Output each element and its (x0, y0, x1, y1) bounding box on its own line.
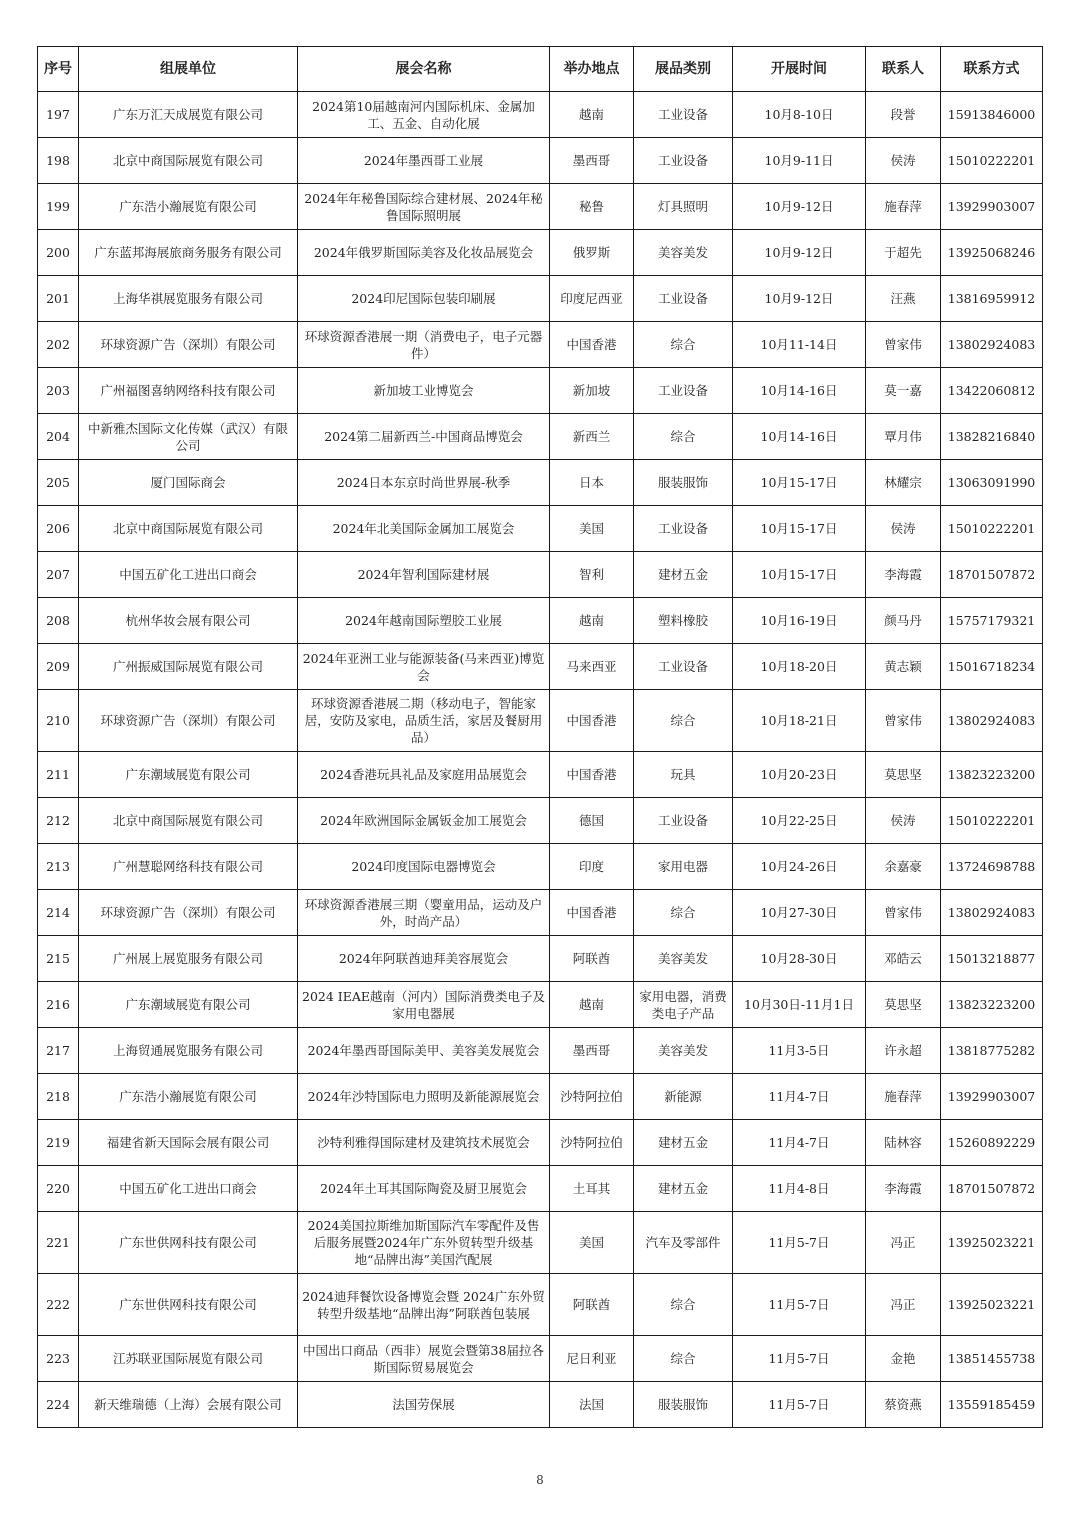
cell-category: 综合 (634, 890, 733, 936)
header-phone: 联系方式 (941, 47, 1043, 92)
cell-location: 法国 (550, 1382, 634, 1428)
cell-organizer: 北京中商国际展览有限公司 (79, 798, 298, 844)
table-row (38, 1274, 1043, 1336)
cell-organizer: 北京中商国际展览有限公司 (79, 506, 298, 552)
cell-phone: 15757179321 (941, 598, 1043, 644)
cell-contact-person: 余嘉豪 (866, 844, 941, 890)
cell-organizer: 广州慧聪网络科技有限公司 (79, 844, 298, 890)
cell-phone: 13724698788 (941, 844, 1043, 890)
cell-index: 201 (38, 276, 79, 322)
cell-phone: 13828216840 (941, 414, 1043, 460)
table-header-row (38, 47, 1043, 92)
cell-index: 222 (38, 1274, 79, 1336)
cell-date: 10月28-30日 (733, 936, 866, 982)
cell-location: 中国香港 (550, 322, 634, 368)
cell-index: 213 (38, 844, 79, 890)
cell-location: 沙特阿拉伯 (550, 1074, 634, 1120)
cell-location: 印度 (550, 844, 634, 890)
cell-exhibition-name: 2024年亚洲工业与能源装备(马来西亚)博览会 (298, 644, 550, 690)
cell-organizer: 中国五矿化工进出口商会 (79, 1166, 298, 1212)
cell-organizer: 广东浩小瀚展览有限公司 (79, 184, 298, 230)
cell-category: 汽车及零部件 (634, 1212, 733, 1274)
cell-organizer: 广东浩小瀚展览有限公司 (79, 1074, 298, 1120)
cell-phone: 13925023221 (941, 1212, 1043, 1274)
cell-exhibition-name: 2024年越南国际塑胶工业展 (298, 598, 550, 644)
table-row (38, 506, 1043, 552)
cell-index: 211 (38, 752, 79, 798)
cell-exhibition-name: 2024年墨西哥工业展 (298, 138, 550, 184)
cell-contact-person: 段誉 (866, 92, 941, 138)
cell-category: 综合 (634, 1274, 733, 1336)
cell-contact-person: 侯涛 (866, 798, 941, 844)
cell-location: 中国香港 (550, 690, 634, 752)
cell-index: 218 (38, 1074, 79, 1120)
cell-location: 印度尼西亚 (550, 276, 634, 322)
cell-index: 205 (38, 460, 79, 506)
cell-phone: 15016718234 (941, 644, 1043, 690)
cell-category: 塑料橡胶 (634, 598, 733, 644)
cell-date: 10月15-17日 (733, 460, 866, 506)
cell-location: 墨西哥 (550, 1028, 634, 1074)
cell-category: 建材五金 (634, 552, 733, 598)
table-row (38, 598, 1043, 644)
cell-organizer: 广东蓝邦海展旅商务服务有限公司 (79, 230, 298, 276)
page-number: 8 (536, 1473, 544, 1487)
table-row (38, 138, 1043, 184)
cell-organizer: 广东潮域展览有限公司 (79, 752, 298, 798)
table-row (38, 552, 1043, 598)
cell-date: 10月9-12日 (733, 184, 866, 230)
cell-category: 工业设备 (634, 138, 733, 184)
cell-contact-person: 侯涛 (866, 138, 941, 184)
cell-date: 10月16-19日 (733, 598, 866, 644)
cell-organizer: 广州展上展览服务有限公司 (79, 936, 298, 982)
header-exhibition-name: 展会名称 (298, 47, 550, 92)
cell-phone: 13816959912 (941, 276, 1043, 322)
cell-organizer: 厦门国际商会 (79, 460, 298, 506)
cell-exhibition-name: 2024年阿联酋迪拜美容展览会 (298, 936, 550, 982)
cell-location: 马来西亚 (550, 644, 634, 690)
cell-date: 10月9-12日 (733, 276, 866, 322)
cell-index: 199 (38, 184, 79, 230)
cell-exhibition-name: 2024年欧洲国际金属钣金加工展览会 (298, 798, 550, 844)
cell-phone: 15013218877 (941, 936, 1043, 982)
cell-location: 秘鲁 (550, 184, 634, 230)
cell-contact-person: 曾家伟 (866, 890, 941, 936)
cell-exhibition-name: 2024年土耳其国际陶瓷及厨卫展览会 (298, 1166, 550, 1212)
cell-date: 10月18-21日 (733, 690, 866, 752)
cell-location: 阿联酋 (550, 936, 634, 982)
exhibition-table (37, 46, 1043, 1428)
cell-date: 11月5-7日 (733, 1336, 866, 1382)
cell-category: 美容美发 (634, 1028, 733, 1074)
cell-phone: 13823223200 (941, 752, 1043, 798)
cell-phone: 13802924083 (941, 890, 1043, 936)
cell-category: 建材五金 (634, 1166, 733, 1212)
cell-index: 212 (38, 798, 79, 844)
cell-organizer: 江苏联亚国际展览有限公司 (79, 1336, 298, 1382)
table-row (38, 1336, 1043, 1382)
cell-phone: 13802924083 (941, 690, 1043, 752)
cell-phone: 18701507872 (941, 1166, 1043, 1212)
cell-date: 11月4-8日 (733, 1166, 866, 1212)
cell-contact-person: 颜马丹 (866, 598, 941, 644)
header-contact-person: 联系人 (866, 47, 941, 92)
cell-index: 217 (38, 1028, 79, 1074)
cell-organizer: 中国五矿化工进出口商会 (79, 552, 298, 598)
cell-index: 200 (38, 230, 79, 276)
cell-organizer: 广东潮域展览有限公司 (79, 982, 298, 1028)
cell-date: 10月11-14日 (733, 322, 866, 368)
cell-exhibition-name: 2024美国拉斯维加斯国际汽车零配件及售后服务展暨2024年广东外贸转型升级基地“品牌出海”美国汽配展 (298, 1212, 550, 1274)
cell-date: 10月22-25日 (733, 798, 866, 844)
cell-index: 224 (38, 1382, 79, 1428)
cell-date: 10月27-30日 (733, 890, 866, 936)
cell-location: 越南 (550, 982, 634, 1028)
cell-contact-person: 林耀宗 (866, 460, 941, 506)
cell-exhibition-name: 2024香港玩具礼品及家庭用品展览会 (298, 752, 550, 798)
table-row (38, 1212, 1043, 1274)
cell-index: 221 (38, 1212, 79, 1274)
cell-organizer: 环球资源广告（深圳）有限公司 (79, 890, 298, 936)
cell-organizer: 广州福图喜纳网络科技有限公司 (79, 368, 298, 414)
cell-index: 198 (38, 138, 79, 184)
cell-contact-person: 覃月伟 (866, 414, 941, 460)
cell-category: 服装服饰 (634, 1382, 733, 1428)
cell-date: 11月4-7日 (733, 1074, 866, 1120)
cell-exhibition-name: 2024第10届越南河内国际机床、金属加工、五金、自动化展 (298, 92, 550, 138)
cell-date: 10月14-16日 (733, 368, 866, 414)
cell-organizer: 广东世供网科技有限公司 (79, 1212, 298, 1274)
cell-contact-person: 侯涛 (866, 506, 941, 552)
cell-contact-person: 金艳 (866, 1336, 941, 1382)
cell-exhibition-name: 2024第二届新西兰-中国商品博览会 (298, 414, 550, 460)
cell-location: 德国 (550, 798, 634, 844)
cell-index: 197 (38, 92, 79, 138)
cell-location: 尼日利亚 (550, 1336, 634, 1382)
cell-location: 越南 (550, 598, 634, 644)
table-row (38, 230, 1043, 276)
cell-category: 工业设备 (634, 368, 733, 414)
cell-date: 11月5-7日 (733, 1382, 866, 1428)
cell-date: 10月18-20日 (733, 644, 866, 690)
table-row (38, 460, 1043, 506)
cell-exhibition-name: 2024日本东京时尚世界展-秋季 (298, 460, 550, 506)
cell-index: 216 (38, 982, 79, 1028)
cell-category: 新能源 (634, 1074, 733, 1120)
cell-phone: 13559185459 (941, 1382, 1043, 1428)
cell-phone: 18701507872 (941, 552, 1043, 598)
cell-contact-person: 李海霞 (866, 1166, 941, 1212)
cell-index: 223 (38, 1336, 79, 1382)
table-row (38, 1166, 1043, 1212)
cell-index: 219 (38, 1120, 79, 1166)
cell-phone: 13929903007 (941, 1074, 1043, 1120)
table-row (38, 1074, 1043, 1120)
cell-organizer: 杭州华妆会展有限公司 (79, 598, 298, 644)
table-row (38, 890, 1043, 936)
cell-exhibition-name: 新加坡工业博览会 (298, 368, 550, 414)
cell-exhibition-name: 2024印度国际电器博览会 (298, 844, 550, 890)
cell-index: 214 (38, 890, 79, 936)
cell-category: 服装服饰 (634, 460, 733, 506)
cell-category: 综合 (634, 690, 733, 752)
cell-contact-person: 施春萍 (866, 1074, 941, 1120)
cell-contact-person: 冯正 (866, 1274, 941, 1336)
cell-category: 工业设备 (634, 276, 733, 322)
cell-location: 新加坡 (550, 368, 634, 414)
cell-date: 10月30日-11月1日 (733, 982, 866, 1028)
table-row (38, 798, 1043, 844)
cell-phone: 13929903007 (941, 184, 1043, 230)
cell-category: 美容美发 (634, 230, 733, 276)
cell-organizer: 北京中商国际展览有限公司 (79, 138, 298, 184)
cell-location: 土耳其 (550, 1166, 634, 1212)
cell-phone: 13818775282 (941, 1028, 1043, 1074)
cell-contact-person: 李海霞 (866, 552, 941, 598)
cell-organizer: 广东世供网科技有限公司 (79, 1274, 298, 1336)
cell-location: 沙特阿拉伯 (550, 1120, 634, 1166)
cell-organizer: 环球资源广告（深圳）有限公司 (79, 322, 298, 368)
cell-location: 墨西哥 (550, 138, 634, 184)
cell-location: 美国 (550, 1212, 634, 1274)
cell-date: 11月4-7日 (733, 1120, 866, 1166)
table-body (38, 92, 1043, 1428)
table-row (38, 1382, 1043, 1428)
cell-contact-person: 莫思坚 (866, 982, 941, 1028)
cell-index: 220 (38, 1166, 79, 1212)
table-row (38, 752, 1043, 798)
cell-contact-person: 曾家伟 (866, 690, 941, 752)
table-row (38, 322, 1043, 368)
cell-phone: 13422060812 (941, 368, 1043, 414)
cell-exhibition-name: 2024年俄罗斯国际美容及化妆品展览会 (298, 230, 550, 276)
cell-exhibition-name: 2024迪拜餐饮设备博览会暨 2024广东外贸转型升级基地“品牌出海”阿联酋包装展 (298, 1274, 550, 1336)
table-row (38, 414, 1043, 460)
cell-date: 11月3-5日 (733, 1028, 866, 1074)
cell-category: 玩具 (634, 752, 733, 798)
cell-location: 越南 (550, 92, 634, 138)
cell-location: 日本 (550, 460, 634, 506)
cell-phone: 15010222201 (941, 798, 1043, 844)
cell-category: 工业设备 (634, 644, 733, 690)
cell-contact-person: 施春萍 (866, 184, 941, 230)
cell-category: 美容美发 (634, 936, 733, 982)
cell-index: 209 (38, 644, 79, 690)
cell-exhibition-name: 2024印尼国际包装印刷展 (298, 276, 550, 322)
cell-phone: 13925023221 (941, 1274, 1043, 1336)
cell-index: 206 (38, 506, 79, 552)
header-date: 开展时间 (733, 47, 866, 92)
cell-contact-person: 许永超 (866, 1028, 941, 1074)
table-row (38, 690, 1043, 752)
cell-contact-person: 蔡资燕 (866, 1382, 941, 1428)
cell-organizer: 广东万汇天成展览有限公司 (79, 92, 298, 138)
cell-organizer: 上海贸通展览服务有限公司 (79, 1028, 298, 1074)
cell-date: 11月5-7日 (733, 1274, 866, 1336)
cell-exhibition-name: 2024 IEAE越南（河内）国际消费类电子及家用电器展 (298, 982, 550, 1028)
cell-index: 204 (38, 414, 79, 460)
cell-category: 工业设备 (634, 506, 733, 552)
cell-exhibition-name: 法国劳保展 (298, 1382, 550, 1428)
cell-category: 工业设备 (634, 798, 733, 844)
cell-contact-person: 陆林容 (866, 1120, 941, 1166)
cell-phone: 13063091990 (941, 460, 1043, 506)
table-row (38, 644, 1043, 690)
header-category: 展品类别 (634, 47, 733, 92)
cell-contact-person: 莫一嘉 (866, 368, 941, 414)
table-row (38, 844, 1043, 890)
table-row (38, 92, 1043, 138)
header-index: 序号 (38, 47, 79, 92)
cell-organizer: 上海华祺展览服务有限公司 (79, 276, 298, 322)
cell-location: 中国香港 (550, 752, 634, 798)
cell-phone: 15010222201 (941, 138, 1043, 184)
cell-contact-person: 莫思坚 (866, 752, 941, 798)
cell-location: 阿联酋 (550, 1274, 634, 1336)
cell-contact-person: 于超先 (866, 230, 941, 276)
cell-index: 215 (38, 936, 79, 982)
cell-location: 智利 (550, 552, 634, 598)
header-organizer: 组展单位 (79, 47, 298, 92)
cell-date: 10月14-16日 (733, 414, 866, 460)
cell-exhibition-name: 沙特利雅得国际建材及建筑技术展览会 (298, 1120, 550, 1166)
cell-index: 207 (38, 552, 79, 598)
cell-category: 灯具照明 (634, 184, 733, 230)
cell-date: 10月15-17日 (733, 506, 866, 552)
cell-exhibition-name: 环球资源香港展二期（移动电子，智能家居，安防及家电，品质生活，家居及餐厨用品） (298, 690, 550, 752)
cell-phone: 15010222201 (941, 506, 1043, 552)
cell-phone: 13851455738 (941, 1336, 1043, 1382)
cell-date: 10月20-23日 (733, 752, 866, 798)
table-row (38, 276, 1043, 322)
header-location: 举办地点 (550, 47, 634, 92)
cell-phone: 13823223200 (941, 982, 1043, 1028)
cell-exhibition-name: 2024年智利国际建材展 (298, 552, 550, 598)
cell-date: 11月5-7日 (733, 1212, 866, 1274)
cell-index: 208 (38, 598, 79, 644)
cell-organizer: 广州振威国际展览有限公司 (79, 644, 298, 690)
cell-location: 新西兰 (550, 414, 634, 460)
cell-date: 10月15-17日 (733, 552, 866, 598)
cell-exhibition-name: 2024年年秘鲁国际综合建材展、2024年秘鲁国际照明展 (298, 184, 550, 230)
cell-index: 210 (38, 690, 79, 752)
cell-index: 203 (38, 368, 79, 414)
cell-location: 美国 (550, 506, 634, 552)
table-row (38, 1120, 1043, 1166)
cell-organizer: 福建省新天国际会展有限公司 (79, 1120, 298, 1166)
table-row (38, 982, 1043, 1028)
cell-contact-person: 冯正 (866, 1212, 941, 1274)
cell-phone: 13802924083 (941, 322, 1043, 368)
cell-contact-person: 黄志颖 (866, 644, 941, 690)
cell-date: 10月8-10日 (733, 92, 866, 138)
table-row (38, 184, 1043, 230)
table-row (38, 1028, 1043, 1074)
cell-phone: 13925068246 (941, 230, 1043, 276)
cell-date: 10月9-11日 (733, 138, 866, 184)
cell-category: 工业设备 (634, 92, 733, 138)
cell-exhibition-name: 环球资源香港展一期（消费电子，电子元器件） (298, 322, 550, 368)
cell-exhibition-name: 2024年北美国际金属加工展览会 (298, 506, 550, 552)
cell-exhibition-name: 2024年沙特国际电力照明及新能源展览会 (298, 1074, 550, 1120)
cell-phone: 15913846000 (941, 92, 1043, 138)
cell-category: 家用电器，消费类电子产品 (634, 982, 733, 1028)
cell-category: 综合 (634, 414, 733, 460)
cell-category: 综合 (634, 1336, 733, 1382)
cell-exhibition-name: 中国出口商品（西非）展览会暨第38届拉各斯国际贸易展览会 (298, 1336, 550, 1382)
cell-exhibition-name: 环球资源香港展三期（婴童用品，运动及户外，时尚产品） (298, 890, 550, 936)
cell-contact-person: 邓皓云 (866, 936, 941, 982)
cell-contact-person: 曾家伟 (866, 322, 941, 368)
cell-index: 202 (38, 322, 79, 368)
cell-organizer: 新天维瑞德（上海）会展有限公司 (79, 1382, 298, 1428)
cell-category: 综合 (634, 322, 733, 368)
cell-contact-person: 汪燕 (866, 276, 941, 322)
table-row (38, 368, 1043, 414)
cell-date: 10月9-12日 (733, 230, 866, 276)
cell-phone: 15260892229 (941, 1120, 1043, 1166)
cell-exhibition-name: 2024年墨西哥国际美甲、美容美发展览会 (298, 1028, 550, 1074)
table-row (38, 936, 1043, 982)
cell-category: 家用电器 (634, 844, 733, 890)
cell-category: 建材五金 (634, 1120, 733, 1166)
cell-date: 10月24-26日 (733, 844, 866, 890)
cell-organizer: 中新雅杰国际文化传媒（武汉）有限公司 (79, 414, 298, 460)
cell-location: 中国香港 (550, 890, 634, 936)
cell-organizer: 环球资源广告（深圳）有限公司 (79, 690, 298, 752)
cell-location: 俄罗斯 (550, 230, 634, 276)
